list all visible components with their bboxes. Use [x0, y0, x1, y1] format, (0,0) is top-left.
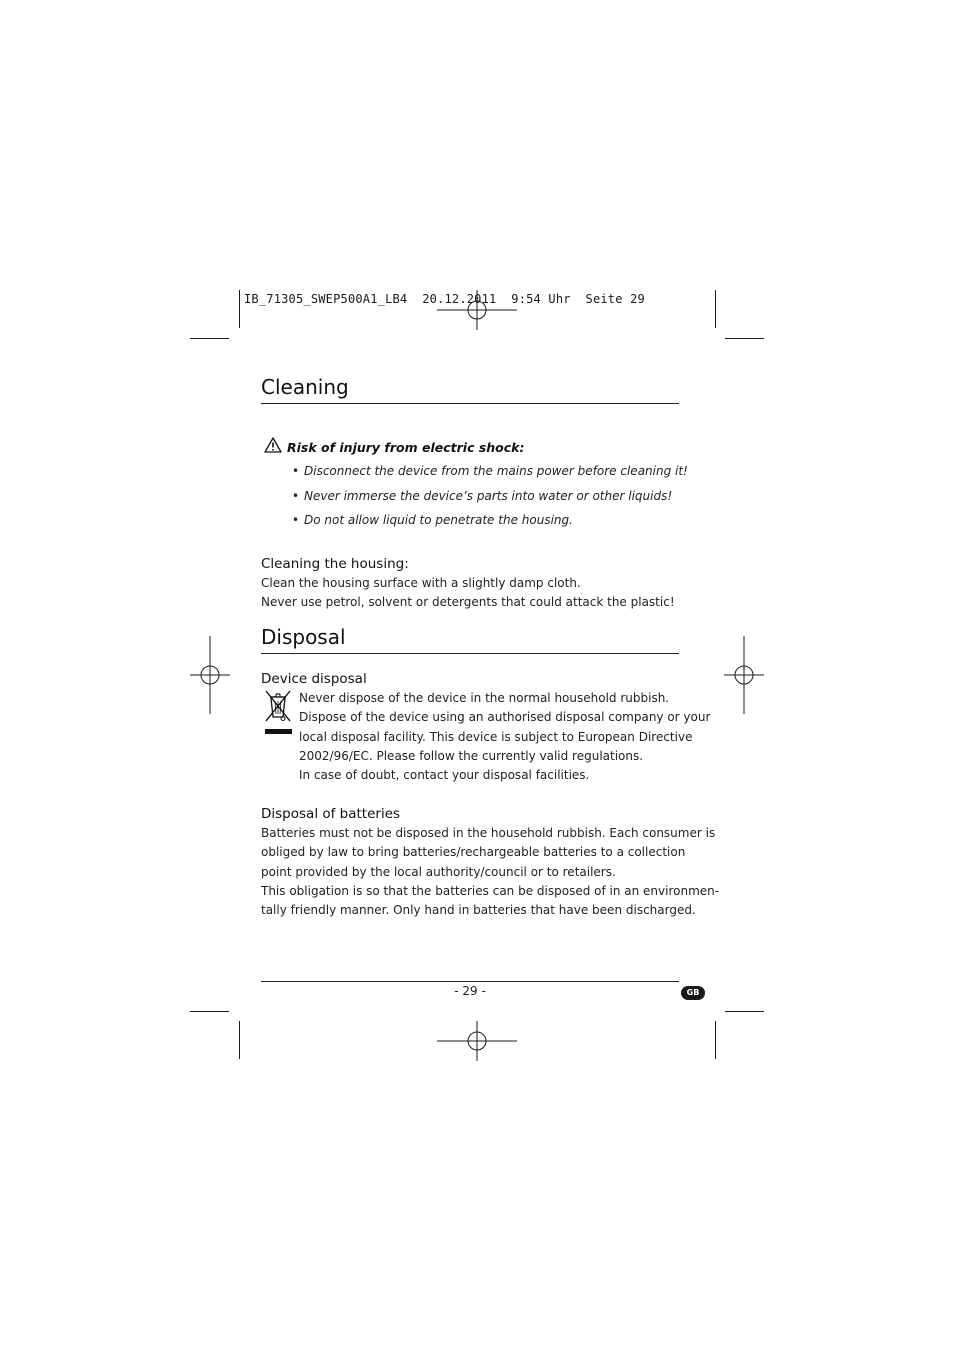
registration-mark-icon: [724, 636, 764, 714]
cleaning-housing-heading: Cleaning the housing:: [261, 556, 409, 572]
disposal-heading: Disposal: [261, 625, 346, 649]
text-line: point provided by the local authority/council or to retailers.: [261, 864, 616, 879]
text-line: Never dispose of the device in the normal household rubbish.: [299, 691, 670, 705]
disposal-heading-rule: [261, 653, 679, 654]
warning-title: Risk of injury from electric shock:: [287, 440, 525, 455]
warning-triangle-icon: [264, 437, 282, 453]
text-line: tally friendly manner. Only hand in batteries that have been discharged.: [261, 903, 696, 918]
cleaning-heading: Cleaning: [261, 375, 349, 399]
batteries-disposal-text: [261, 824, 719, 920]
language-badge: GB: [681, 986, 705, 1000]
text-line: Never use petrol, solvent or detergents that could attack the plastic!: [261, 595, 675, 610]
list-item: [292, 463, 688, 488]
list-item: [292, 512, 688, 537]
crossed-out-wheelie-bin-icon: [263, 689, 293, 737]
text-line: obliged by law to bring batteries/rechargeable batteries to a collection: [261, 845, 686, 860]
text-line: Batteries must not be disposed in the household rubbish. Each consumer is: [261, 826, 716, 840]
page-number: - 29 -: [454, 984, 486, 998]
bullet-marker: •: [292, 488, 300, 503]
print-slug: IB_71305_SWEP500A1_LB4 20.12.2011 9:54 Uhr Seite 29: [244, 292, 645, 306]
cleaning-heading-rule: [261, 403, 679, 404]
bullet-text: Disconnect the device from the mains power before cleaning it!: [304, 464, 688, 478]
bullet-marker: •: [292, 513, 300, 527]
text-line: This obligation is so that the batteries can be disposed of in an environmen-: [261, 883, 720, 898]
bullet-marker: •: [292, 464, 300, 478]
text-line: Clean the housing surface with a slightly damp cloth.: [261, 576, 581, 590]
text-line: Dispose of the device using an authorised disposal company or your: [299, 710, 711, 725]
list-item: [292, 488, 688, 513]
bullet-text: Do not allow liquid to penetrate the housing.: [304, 513, 573, 527]
device-disposal-heading: Device disposal: [261, 671, 367, 687]
text-line: In case of doubt, contact your disposal facilities.: [299, 768, 590, 783]
warning-bullet-list: [292, 463, 688, 537]
device-disposal-text: [299, 689, 710, 785]
text-line: local disposal facility. This device is subject to European Directive: [299, 729, 693, 744]
bullet-text: Never immerse the device’s parts into water or other liquids!: [304, 488, 673, 503]
text-line: 2002/96/EC. Please follow the currently valid regulations.: [299, 748, 644, 763]
registration-mark-icon: [437, 1021, 517, 1061]
batteries-disposal-heading: Disposal of batteries: [261, 806, 401, 822]
footer-rule: [261, 981, 679, 982]
registration-mark-icon: [190, 636, 230, 714]
cleaning-housing-text: [261, 574, 675, 613]
